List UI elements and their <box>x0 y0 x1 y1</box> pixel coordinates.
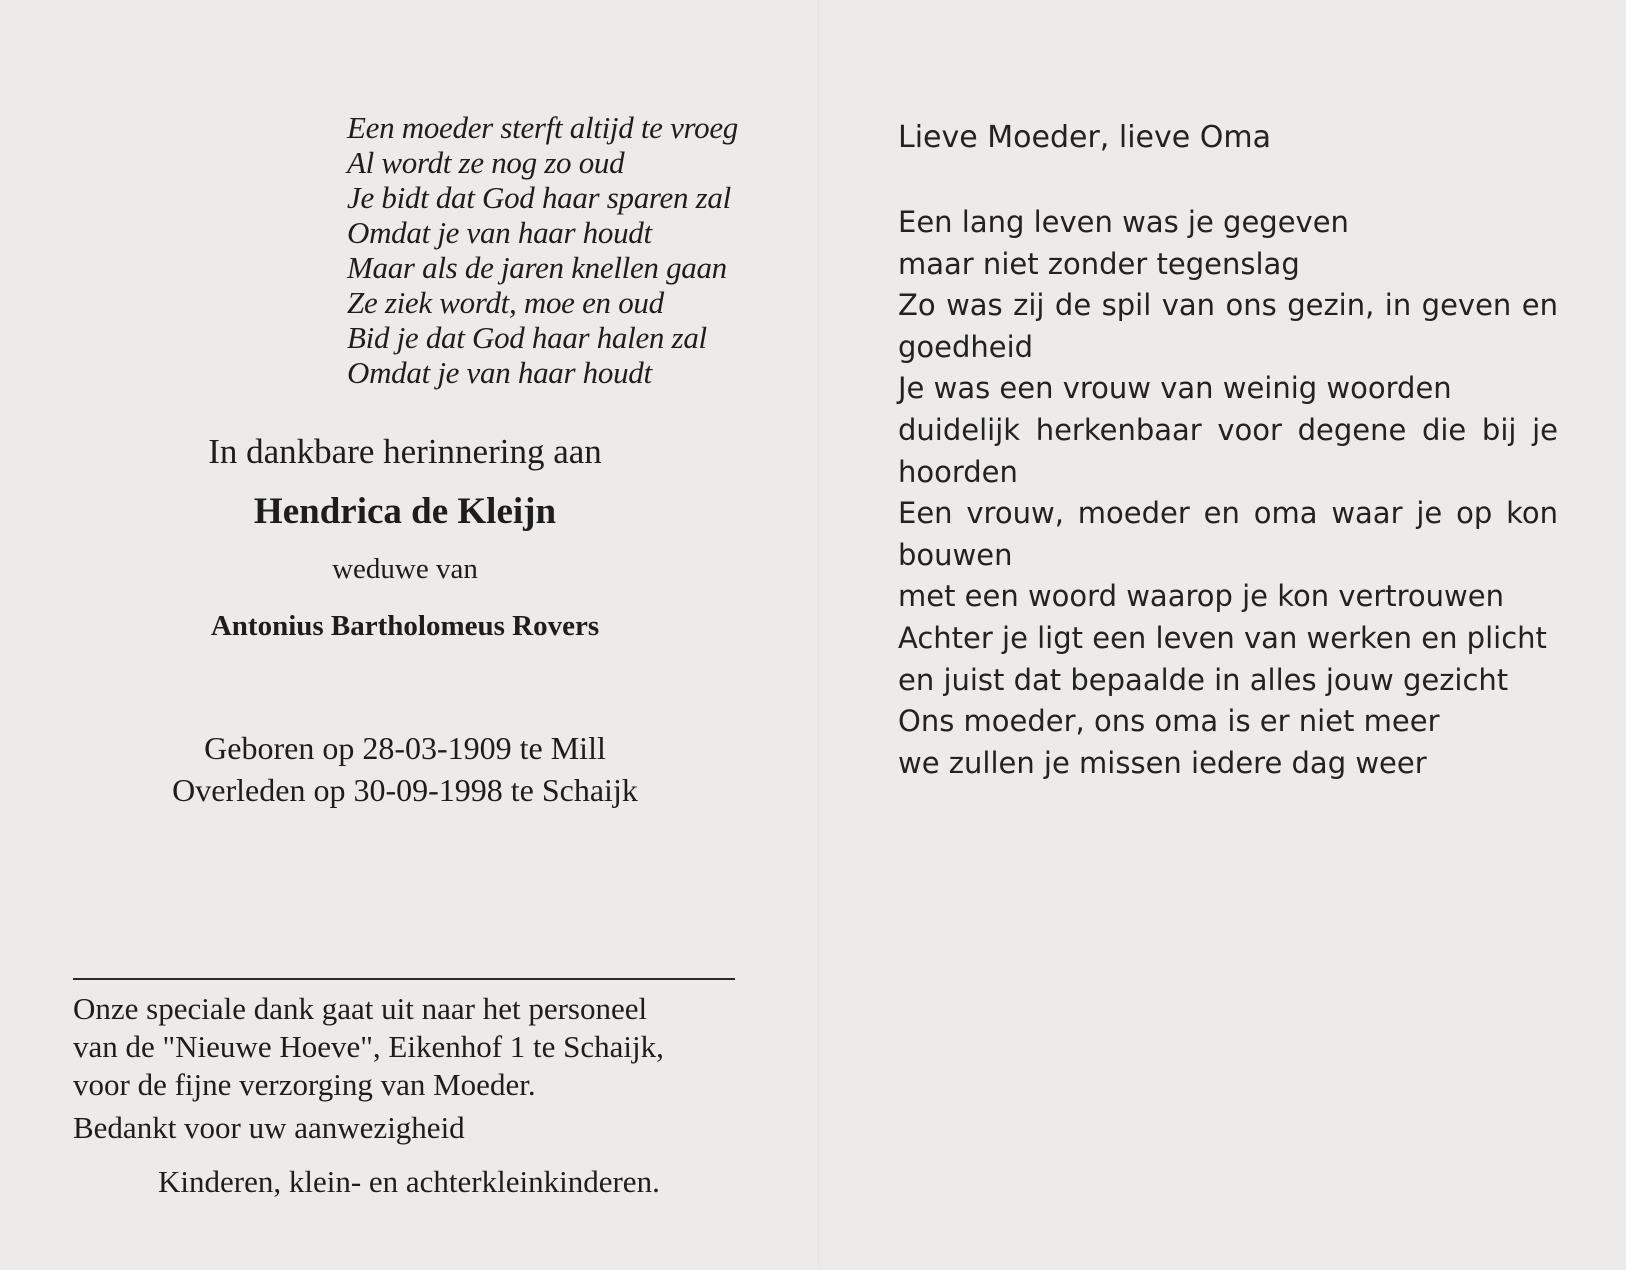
poem-line: Je bidt dat God haar sparen zal <box>347 180 731 215</box>
verse-line: Je was een vrouw van weinig woorden <box>898 371 1452 406</box>
verse-line: Een vrouw, moeder en oma waar je op kon <box>898 496 1558 531</box>
verse-line: bouwen <box>898 537 1013 572</box>
memorial-intro: In dankbare herinnering aan <box>208 432 602 471</box>
poem-line: Bid je dat God haar halen zal <box>347 320 707 355</box>
verse-line: en juist dat bepaalde in alles jouw gezicht <box>898 662 1509 697</box>
death-info: Overleden op 30-09-1998 te Schaijk <box>172 772 638 808</box>
family-signature: Kinderen, klein- en achterkleinkinderen. <box>158 1164 660 1199</box>
deceased-name: Hendrica de Kleijn <box>253 491 557 532</box>
birth-info: Geboren op 28-03-1909 te Mill <box>204 730 606 766</box>
verse-line: maar niet zonder tegenslag <box>898 246 1300 281</box>
thanks-line: van de "Nieuwe Hoeve", Eikenhof 1 te Schaijk, <box>73 1029 664 1064</box>
verse-line: we zullen je missen iedere dag weer <box>898 745 1427 780</box>
thanks-line: voor de fijne verzorging van Moeder. <box>73 1067 536 1102</box>
verse-line: Een lang leven was je gegeven <box>898 205 1349 239</box>
thanks-message <box>73 990 664 1104</box>
thanks-line: Onze speciale dank gaat uit naar het personeel <box>73 991 648 1026</box>
verse-line: goedheid <box>898 329 1034 364</box>
widow-of-label: weduwe van <box>332 553 478 585</box>
card-fold <box>818 0 820 1270</box>
thanks-presence: Bedankt voor uw aanwezigheid <box>73 1110 465 1145</box>
memorial-poem <box>347 110 738 390</box>
memorial-verse <box>898 202 1558 784</box>
verse-line: duidelijk herkenbaar voor degene die bij je <box>898 412 1558 447</box>
divider-line <box>73 978 735 980</box>
husband-name: Antonius Bartholomeus Rovers <box>210 610 600 642</box>
verse-line: Achter je ligt een leven van werken en plicht <box>898 620 1547 655</box>
poem-line: Een moeder sterft altijd te vroeg <box>347 110 738 145</box>
verse-line: Ons moeder, ons oma is er niet meer <box>898 704 1440 739</box>
verse-line: met een woord waarop je kon vertrouwen <box>898 579 1504 614</box>
poem-line: Maar als de jaren knellen gaan <box>347 250 727 285</box>
verse-line: hoorden <box>898 454 1018 489</box>
verse-greeting: Lieve Moeder, lieve Oma <box>898 120 1271 155</box>
poem-line: Omdat je van haar houdt <box>347 355 652 390</box>
poem-line: Ze ziek wordt, moe en oud <box>347 285 664 320</box>
poem-line: Al wordt ze nog zo oud <box>347 145 625 180</box>
poem-line: Omdat je van haar houdt <box>347 215 652 250</box>
verse-line: Zo was zij de spil van ons gezin, in geven en <box>898 288 1558 323</box>
